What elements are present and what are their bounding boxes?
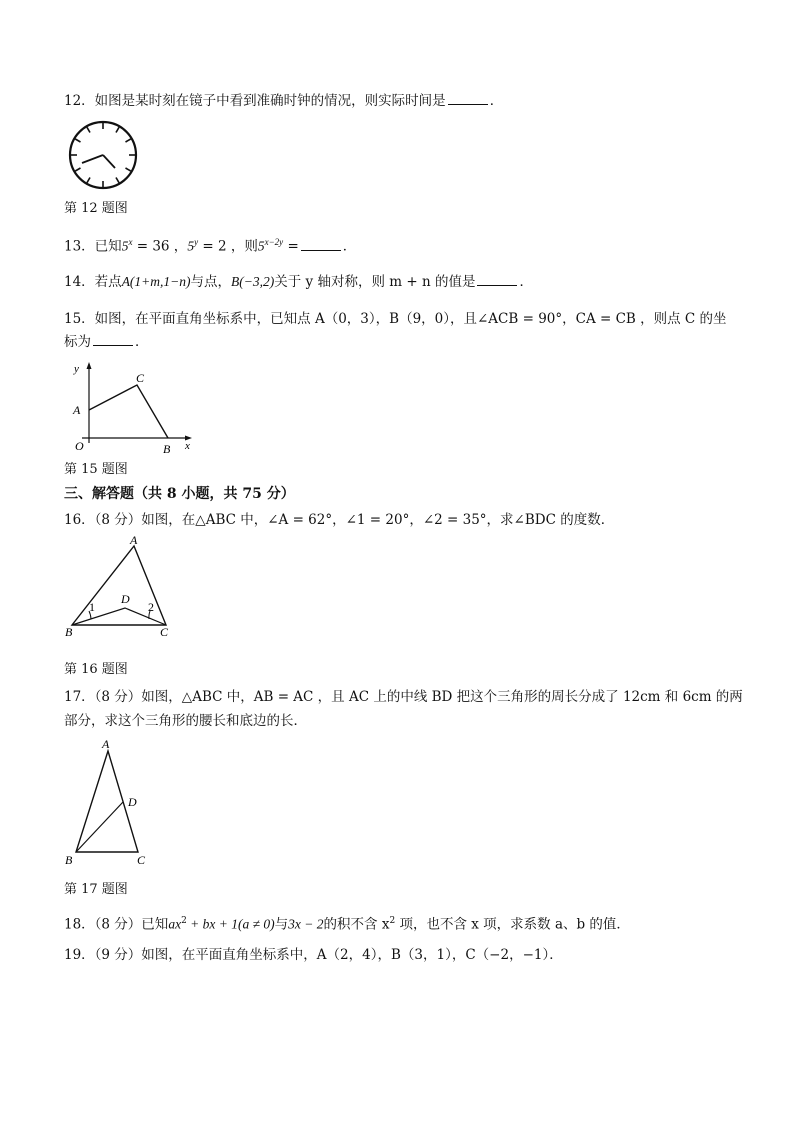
question-12-caption: 第 12 题图: [64, 201, 128, 216]
question-18: [64, 912, 630, 934]
question-13: [64, 233, 356, 256]
q13-base-1: 5: [121, 238, 129, 254]
q18-rest-2: 项，也不含 x 项，求系数 a、b 的值．: [395, 916, 630, 933]
q14-rest: 关于 y 轴对称，则 m + n 的值是: [274, 274, 476, 290]
triangle-figure-17: [62, 735, 162, 870]
question-14-end: ．: [519, 274, 533, 290]
q14-point-a: A(1+m,1−n): [121, 274, 191, 289]
q13-base-3: 5: [257, 238, 265, 254]
triangle-figure-16: [62, 535, 182, 645]
q14-mid: 与点，: [190, 274, 232, 290]
q13-exp-1: x: [128, 237, 133, 247]
coordinate-figure-15: [64, 358, 204, 458]
q18-exp-2: 2: [389, 916, 396, 926]
mirror-clock-figure: [66, 118, 140, 192]
question-14-prefix: 14．若点: [64, 274, 122, 290]
q18-exp-1: 2: [181, 916, 187, 926]
answer-blank: [301, 238, 341, 251]
q13-exp-3: x−2y: [264, 237, 284, 247]
q13-eq-1: = 36 ，: [132, 238, 188, 255]
question-13-end: ．: [342, 238, 357, 255]
q18-expr-1: ax: [168, 916, 182, 932]
q13-exp-2: y: [194, 237, 199, 247]
answer-blank: [477, 273, 517, 286]
question-17-line-1: 17．（8 分）如图，△ABC 中，AB = AC ，且 AC 上的中线 BD 把这个三角形的周长分成了 12cm 和 6cm 的两: [64, 689, 743, 705]
q15-line-2-text: 标为: [64, 334, 91, 350]
question-15-line-1: 15．如图，在平面直角坐标系中，已知点 A（0，3），B（9，0），且∠ACB = 90°，CA = CB ，则点 C 的坐: [64, 311, 727, 327]
q18-mid: 与: [274, 916, 289, 933]
point-d-label: D: [128, 795, 137, 809]
question-15-caption: 第 15 题图: [64, 462, 128, 477]
question-15-line-2: [64, 333, 149, 351]
question-19-text: 19．（9 分）如图，在平面直角坐标系中，A（2，4），B（3，1），C（−2，−1）．: [64, 947, 563, 963]
point-d-label: D: [121, 592, 130, 606]
point-c-label: C: [136, 371, 145, 385]
point-b-label: B: [163, 442, 171, 456]
x-axis-label: x: [185, 440, 190, 452]
vertex-c-label: C: [137, 853, 146, 867]
q13-eq-2: = 2 ，则: [198, 238, 258, 255]
question-16-caption: 第 16 题图: [64, 662, 128, 677]
question-14: [64, 273, 533, 291]
angle-1-label: 1: [89, 600, 95, 614]
vertex-a-label: A: [130, 535, 138, 547]
q18-expr-3: 3x − 2: [288, 916, 324, 932]
question-12-text: 12．如图是某时刻在镜子中看到准确时钟的情况，则实际时间是: [64, 93, 446, 109]
answer-blank: [93, 333, 133, 346]
vertex-c-label: C: [160, 625, 169, 639]
answer-blank: [448, 92, 488, 105]
q13-eq-3: =: [283, 238, 299, 255]
minute-hand: [103, 155, 115, 168]
vertex-b-label: B: [65, 853, 73, 867]
question-15-end: ．: [135, 334, 149, 350]
section-3-heading: 三、解答题（共 8 小题，共 75 分）: [64, 486, 295, 502]
question-17-line-2: 部分，求这个三角形的腰长和底边的长．: [64, 713, 307, 729]
origin-label: O: [75, 439, 84, 453]
q14-point-b: B(−3,2): [231, 274, 275, 289]
question-13-prefix: 13．已知: [64, 238, 122, 255]
q18-prefix: 18．（8 分）已知: [64, 916, 169, 933]
question-17-caption: 第 17 题图: [64, 882, 128, 897]
vertex-b-label: B: [65, 625, 73, 639]
q18-expr-2: + bx + 1(a ≠ 0): [186, 916, 275, 932]
y-axis-label: y: [74, 363, 79, 375]
q13-base-2: 5: [187, 238, 195, 254]
question-12: [64, 92, 503, 110]
vertex-a-label: A: [102, 737, 110, 751]
q18-rest: 的积不含 x: [323, 916, 390, 933]
question-12-end: ．: [489, 93, 504, 109]
point-a-label: A: [73, 403, 81, 417]
question-16-text: 16．（8 分）如图，在△ABC 中，∠A = 62°，∠1 = 20°，∠2 = 35°，求∠BDC 的度数．: [64, 512, 615, 528]
hour-hand: [82, 155, 103, 163]
angle-2-label: 2: [148, 600, 154, 614]
